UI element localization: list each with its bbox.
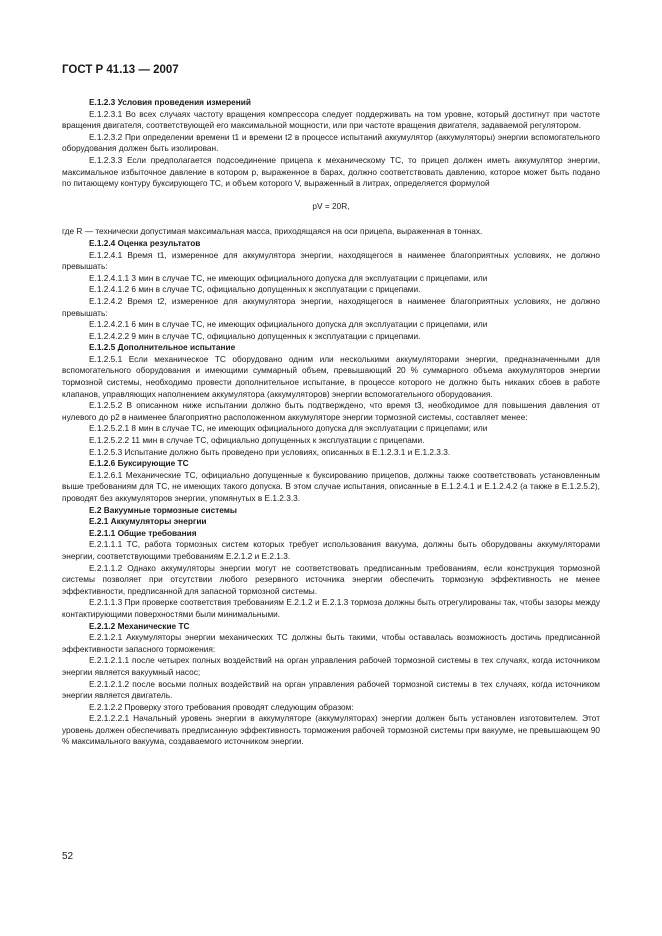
section-heading: E.2 Вакуумные тормозные системы	[89, 504, 238, 515]
section-heading: E.1.2.6 Буксирующие ТС	[89, 458, 189, 469]
paragraph: E.1.2.4.1.1 3 мин в случае ТС, не имеющих официального допуска для эксплуатации с прицепами, или	[89, 272, 488, 283]
paragraph: E.1.2.5.2 В описанном ниже испытании должно быть подтверждено, что время t3, необходимое для повышения давления от нулевого до p2 в наименее благоприятно расположенном аккумуляторе энергии тормозной системы, составляет менее:	[62, 400, 600, 422]
paragraph: E.1.2.4.2 Время t2, измеренное для аккумулятора энергии, находящегося в наименее благоприятных условиях, не должно превышать:	[62, 295, 600, 318]
paragraph: E.1.2.5.1 Если механическое ТС оборудовано одним или несколькими аккумуляторами энергии, предназначенными для вспомогательного оборудования и имеющими суммарный объем, превышающий 20 % суммарного объема аккумуляторов энергии тормозной системы, необходимо провести дополнительное испытание, в процессе которого не должно быть никаких сбоев в работе клапанов, управляющих наполнением аккумулятора (аккумуляторов) энергии вспомогательного оборудования.	[62, 353, 600, 399]
section-heading: E.2.1 Аккумуляторы энергии	[89, 516, 207, 527]
paragraph: E.2.1.2.1.2 после восьми полных воздействий на орган управления рабочей тормозной системы в тех случаях, когда источником энергии является двигатель.	[62, 678, 600, 701]
paragraph: E.1.2.5.2.1 8 мин в случае ТС, не имеющих официального допуска для эксплуатации с прицепами; или	[89, 423, 488, 434]
paragraph: E.2.1.2.2 Проверку этого требования проводят следующим образом:	[89, 701, 354, 712]
paragraph: E.1.2.3.1 Во всех случаях частоту вращения компрессора следует поддерживать на том уровне, который достигнут при частоте вращения двигателя, соответствующей его максимальной мощности, или при частоте вращения двигателя, задаваемой регулятором.	[62, 108, 600, 131]
paragraph: E.1.2.4.1.2 6 мин в случае ТС, официально допущенных к эксплуатации с прицепами.	[89, 284, 421, 295]
page-number: 52	[62, 851, 74, 862]
paragraph: E.2.1.1.2 Однако аккумуляторы энергии могут не соответствовать предписанным требованиям, если конструкция тормозной системы позволяет при отсутствии любого резервного источника энергии обеспечить тормозную эффективность не менее эффективности, предписанной для запасной тормозной системы.	[62, 562, 600, 596]
paragraph: E.1.2.5.2.2 11 мин в случае ТС, официально допущенных к эксплуатации с прицепами.	[89, 435, 425, 446]
paragraph: E.1.2.4.2.2 9 мин в случае ТС, официально допущенных к эксплуатации с прицепами.	[89, 330, 421, 341]
section-heading: E.1.2.3 Условия проведения измерений	[89, 97, 251, 107]
paragraph: E.2.1.2.1 Аккумуляторы энергии механических ТС должны быть такими, чтобы оставалась возможность достичь предписанной эффективности запасного торможения:	[62, 632, 600, 654]
paragraph: E.2.1.2.2.1 Начальный уровень энергии в аккумуляторе (аккумуляторах) энергии должен быть установлен изготовителем. Этот уровень должен обеспечивать предписанную эффективность торможения рабочей тормозной системы при вакууме, не превышающем 90 % максимального вакуума, создаваемого источником энергии.	[62, 713, 600, 747]
paragraph: E.1.2.5.3 Испытание должно быть проведено при условиях, описанных в E.1.2.3.1 и E.1.2.3.3.	[89, 446, 451, 457]
paragraph: E.1.2.3.2 При определении времени t1 и времени t2 в процессе испытаний аккумулятор (аккумуляторы) энергии вспомогательного оборудования должен быть изолирован.	[62, 131, 600, 154]
section-heading: E.1.2.5 Дополнительное испытание	[89, 342, 236, 353]
paragraph: E.2.1.1.1 ТС, работа тормозных систем которых требует использования вакуума, должны быть оборудованы аккумуляторами энергии, соответствующими требованиям E.2.1.2 и E.2.1.3.	[62, 539, 600, 561]
paragraph: E.1.2.4.2.1 6 мин в случае ТС, не имеющих официального допуска для эксплуатации с прицепами, или	[89, 319, 488, 330]
formula: pV = 20R,	[312, 200, 350, 211]
paragraph: E.1.2.4.1 Время t1, измеренное для аккумулятора энергии, находящегося в наименее благоприятных условиях, не должно превышать:	[62, 249, 600, 272]
section-heading: E.2.1.2 Механические ТС	[89, 620, 190, 631]
paragraph: E.1.2.6.1 Механические ТС, официально допущенные к буксированию прицепов, должны также соответствовать установленным выше требованиям для ТС, не имеющих такого допуска. В этом случае испытания, описанные в E.1.2.4.1 и E.1.2.4.2 (а также в E.1.2.5.2), проводят без аккумуляторов энергии, упомянутых в E.1.2.3.3.	[62, 469, 600, 503]
paragraph: E.2.1.1.3 При проверке соответствия требованиям E.2.1.2 и E.2.1.3 тормоза должны быть отрегулированы так, чтобы зазоры между контактирующими поверхностями были минимальными.	[62, 597, 600, 619]
document-body	[62, 97, 600, 748]
section-heading: E.1.2.4 Оценка результатов	[89, 237, 201, 248]
document-header: ГОСТ Р 41.13 — 2007	[62, 64, 179, 76]
paragraph: где R — технически допустимая максимальная масса, приходящаяся на оси прицепа, выраженная в тоннах.	[62, 226, 483, 237]
section-heading: E.2.1.1 Общие требования	[89, 527, 197, 538]
paragraph: E.2.1.2.1.1 после четырех полных воздействий на орган управления рабочей тормозной системы в тех случаях, когда источником энергии является вакуумный насос;	[62, 655, 600, 677]
paragraph: E.1.2.3.3 Если предполагается подсоединение прицепа к механическому ТС, то прицеп должен иметь аккумулятор энергии, максимальное избыточное давление в котором p, выраженное в барах, должно соответствовать давлению, которое может быть подано по питающему контуру буксирующего ТС, и объем которого V, выраженный в литрах, определяется формулой	[62, 154, 600, 189]
